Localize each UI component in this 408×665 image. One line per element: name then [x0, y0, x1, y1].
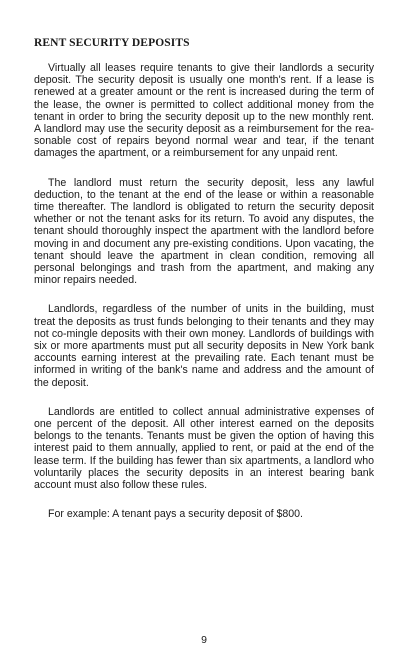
- paragraph-administrative-expenses: Landlords are entitled to collect annual administrative expenses of one percent of the deposit. All other interest earned on the deposits belongs to the tenants. Tenants must be given the option of having this interest paid to them annually, applied to rent, or paid at the end of the lease term. If the building has fewer than six apartments, a landlord who voluntarily places the security deposits in an interest bearing bank account must also follow these rules.: [34, 405, 374, 492]
- document-page: [34, 36, 374, 538]
- paragraph-trust-funds: Landlords, regardless of the number of units in the building, must treat the deposits as trust funds belonging to their tenants and they may not co-mingle deposits with their own money. Landlords of buildings with six or more apartments must put all security deposits in New York bank accounts earning interest at the prevailing rate. Each tenant must be informed in writing of the bank's name and address and the amount of the deposit.: [34, 303, 374, 389]
- paragraph-security-deposit-overview: Virtually all leases require tenants to give their landlords a security deposit. The security deposit is usually one month's rent. If a lease is renewed at a greater amount or the rent is increased during the term of the lease, the owner is permitted to collect additional money from the tenant in order to bring the security deposit up to the new monthly rent. A landlord may use the security deposit as a reimbursement for the reasonable cost of repairs beyond normal wear and tear, if the tenant damages the apartment, or a reimbursement for any unpaid rent.: [34, 62, 374, 160]
- page-number: 9: [201, 634, 207, 646]
- paragraph-example: For example: A tenant pays a security deposit of $800.: [48, 508, 303, 521]
- section-heading: RENT SECURITY DEPOSITS: [34, 37, 190, 49]
- paragraph-return-of-deposit: The landlord must return the security deposit, less any lawful deduction, to the tenant at the end of the lease or within a reasonable time thereafter. The landlord is obligated to return the security deposit whether or not the tenant asks for its return. To avoid any disputes, the tenant should thoroughly inspect the apartment with the landlord before moving in and document any pre-existing conditions. Upon vacating, the tenant should leave the apartment in clean condition, removing all personal belongings and trash from the apartment, and making any minor repairs needed.: [34, 176, 374, 287]
